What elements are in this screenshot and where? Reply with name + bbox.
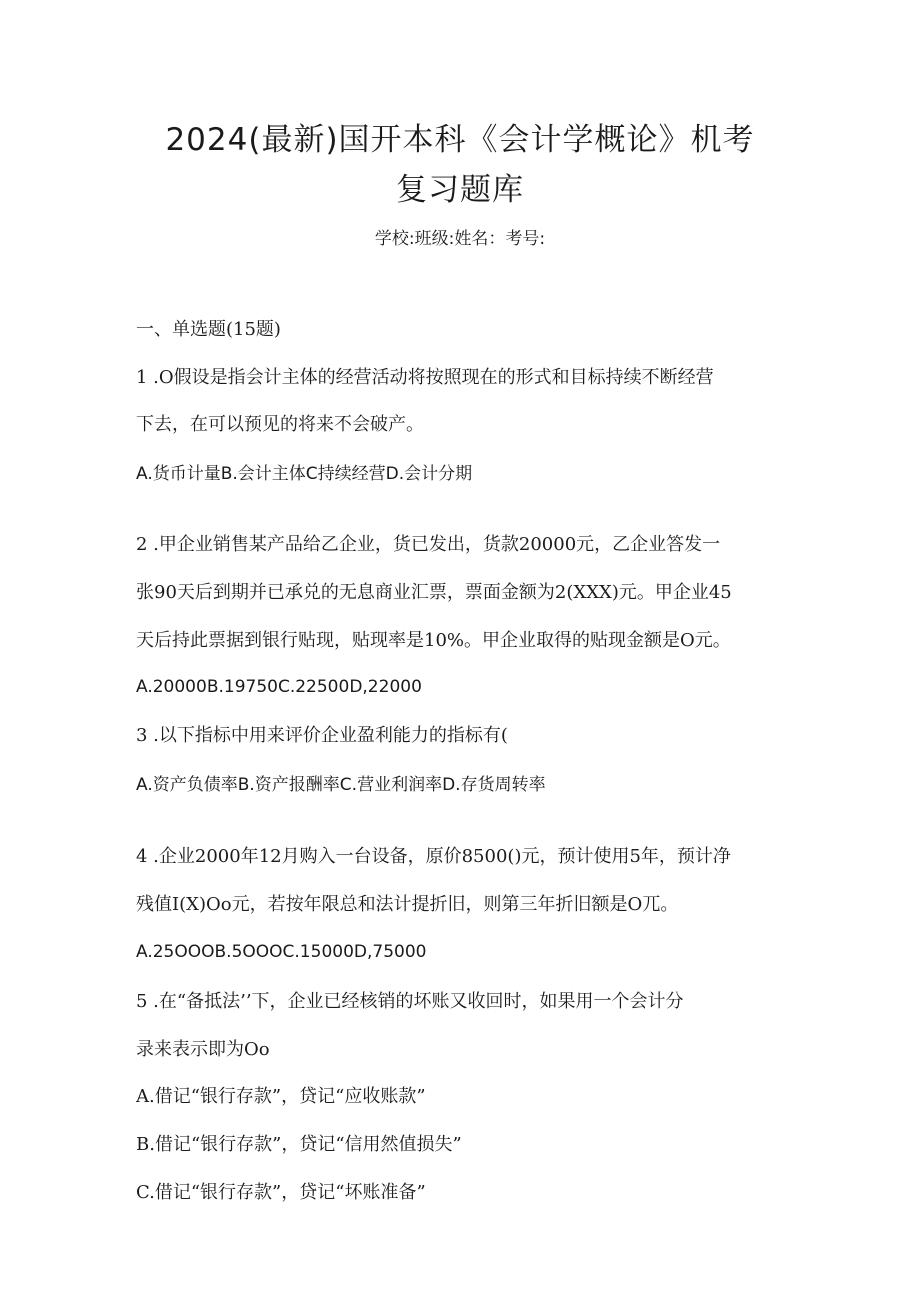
question-2-text-line-3: 天后持此票据到银行贴现，贴现率是10%。甲企业取得的贴现金额是O元。: [136, 630, 731, 651]
question-1-text-line-1: 1 .O假设是指会计主体的经营活动将按照现在的形式和目标持续不断经营: [136, 367, 714, 388]
question-3-text-line-1: 3 .以下指标中用来评价企业盈利能力的指标有(: [136, 725, 508, 746]
question-2-options: A.20000B.19750C.22500D,22000: [136, 677, 422, 697]
question-1-options: A.货币计量B.会计主体C持续经营D.会计分期: [136, 464, 473, 484]
question-5-text-line-1: 5 .在“备抵法’’下，企业已经核销的坏账又收回时，如果用一个会计分: [136, 991, 684, 1012]
question-5-option-c: C.借记“银行存款”，贷记“坏账准备”: [136, 1182, 426, 1203]
question-1-text-line-2: 下去，在可以预见的将来不会破产。: [136, 414, 424, 435]
document-title-line-1: 2024(最新)国开本科《会计学概论》机考: [165, 122, 755, 158]
question-4-options: A.25OOOB.5OOOC.15000D,75000: [136, 942, 427, 962]
question-4-text-line-2: 残值I(X)Oo元，若按年限总和法计提折旧，则第三年折旧额是O兀。: [136, 894, 679, 915]
student-info-line: 学校:班级:姓名：考号:: [374, 229, 546, 249]
question-4-text-line-1: 4 .企业2000年12月购入一台设备，原价8500()元，预计使用5年，预计净: [136, 846, 731, 867]
question-5-text-line-2: 录来表示即为Oo: [136, 1039, 270, 1060]
question-3-options: A.资产负债率B.资产报酬率C.营业利润率D.存货周转率: [136, 775, 546, 795]
section-heading: 一、单选题(15题): [136, 319, 281, 340]
question-5-option-a: A.借记“银行存款”，贷记“应收账款”: [136, 1086, 426, 1107]
question-2-text-line-2: 张90天后到期并已承兑的无息商业汇票，票面金额为2(XXX)元。甲企业45: [136, 582, 732, 603]
document-title-line-2: 复习题库: [396, 172, 524, 208]
question-2-text-line-1: 2 .甲企业销售某产品给乙企业，货已发出，货款20000元，乙企业答发一: [136, 534, 721, 555]
question-5-option-b: B.借记“银行存款”，贷记“信用然值损失”: [136, 1134, 462, 1155]
